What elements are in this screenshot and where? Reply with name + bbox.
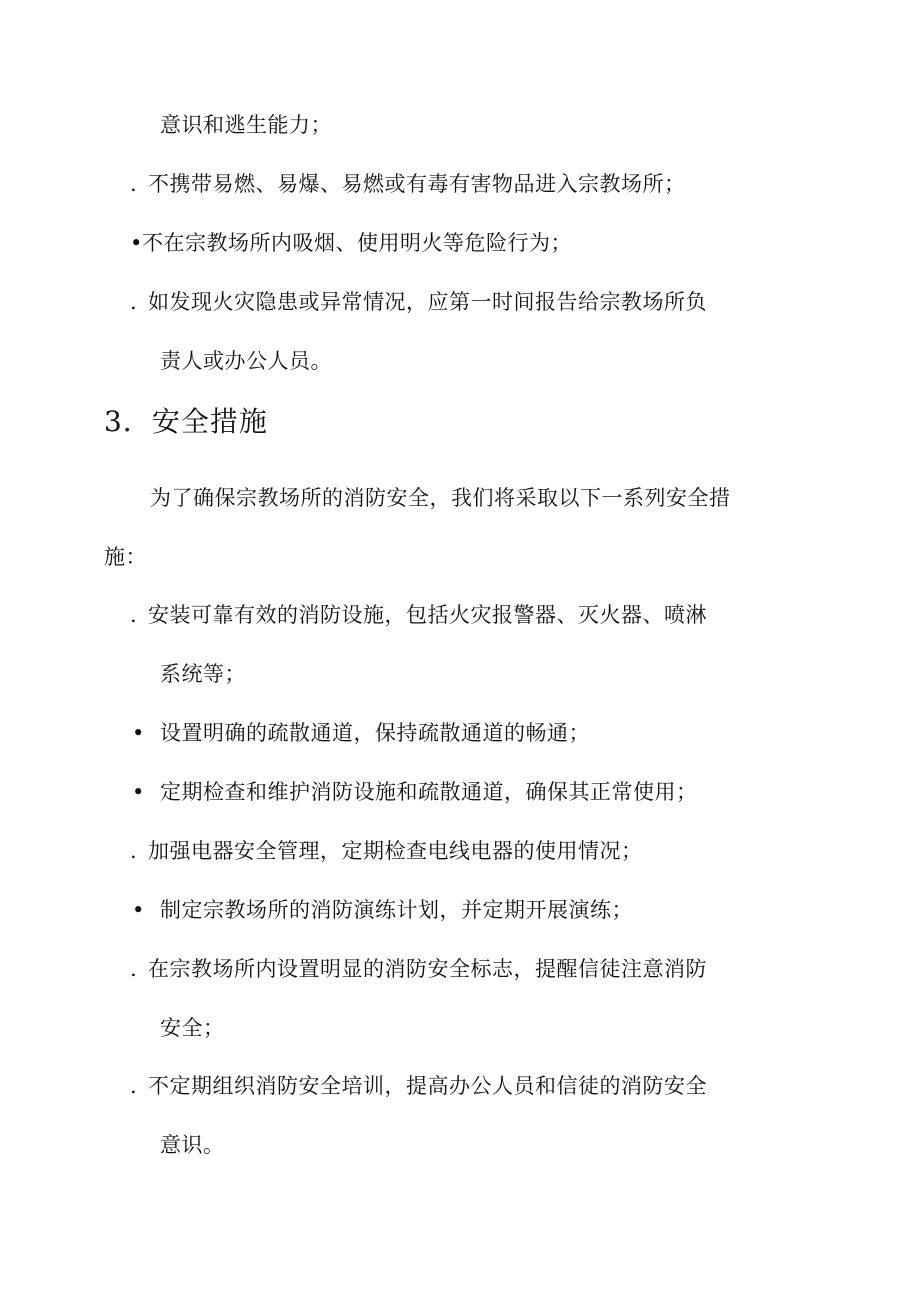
continuation-text: 责人或办公人员。: [160, 349, 332, 373]
list-item-text: 定期检查和维护消防设施和疏散通道，确保其正常使用；: [160, 780, 698, 804]
list-item: [132, 778, 698, 806]
list-item: [130, 601, 707, 629]
list-marker: •: [132, 898, 145, 922]
list-item-text: 在宗教场所内设置明显的消防安全标志，提醒信徒注意消防: [148, 957, 707, 981]
list-item: [130, 288, 707, 316]
list-marker: •: [132, 721, 145, 745]
list-item-text: 如发现火灾隐患或异常情况，应第一时间报告给宗教场所负: [148, 290, 707, 314]
list-item: [132, 896, 633, 924]
paragraph-text: 为了确保宗教场所的消防安全，我们将采取以下一系列安全措: [150, 486, 731, 510]
continuation-text: 意识。: [160, 1133, 225, 1157]
list-item-text: 不在宗教场所内吸烟、使用明火等危险行为；: [142, 231, 572, 255]
list-item-continuation: [160, 347, 332, 375]
list-marker: .: [130, 839, 138, 863]
list-item: [130, 229, 572, 257]
continuation-text: 系统等；: [160, 662, 246, 686]
list-marker: .: [130, 957, 138, 981]
list-item-text: 加强电器安全管理，定期检查电线电器的使用情况；: [148, 839, 643, 863]
list-item: [132, 719, 590, 747]
paragraph-text: 施：: [104, 545, 147, 569]
list-item-text: 不携带易燃、易爆、易燃或有毒有害物品进入宗教场所；: [148, 172, 686, 196]
list-item: [130, 837, 643, 865]
continuation-text: 安全；: [160, 1016, 225, 1040]
list-marker: .: [130, 603, 138, 627]
intro-paragraph-line1: [150, 484, 731, 512]
intro-paragraph-line2: [104, 543, 147, 571]
list-marker: .: [130, 172, 138, 196]
list-marker: •: [130, 231, 143, 255]
list-item-continuation: [160, 1014, 225, 1042]
section-heading: [104, 405, 268, 439]
list-item-text: 设置明确的疏散通道，保持疏散通道的畅通；: [160, 721, 590, 745]
list-item-continuation: [160, 660, 246, 688]
list-item-continuation: [160, 1131, 225, 1159]
list-marker: .: [130, 290, 138, 314]
list-marker: •: [132, 780, 145, 804]
list-item: [130, 1072, 707, 1100]
heading-text: 3．安全措施: [104, 405, 268, 438]
paragraph-continuation: [160, 111, 332, 139]
list-marker: .: [130, 1074, 138, 1098]
list-item: [130, 170, 686, 198]
list-item-text: 不定期组织消防安全培训，提高办公人员和信徒的消防安全: [148, 1074, 707, 1098]
list-item-text: 安装可靠有效的消防设施，包括火灾报警器、灭火器、喷淋: [148, 603, 707, 627]
list-item-text: 制定宗教场所的消防演练计划，并定期开展演练；: [160, 898, 633, 922]
list-item: [130, 955, 707, 983]
continuation-text: 意识和逃生能力；: [160, 113, 332, 137]
